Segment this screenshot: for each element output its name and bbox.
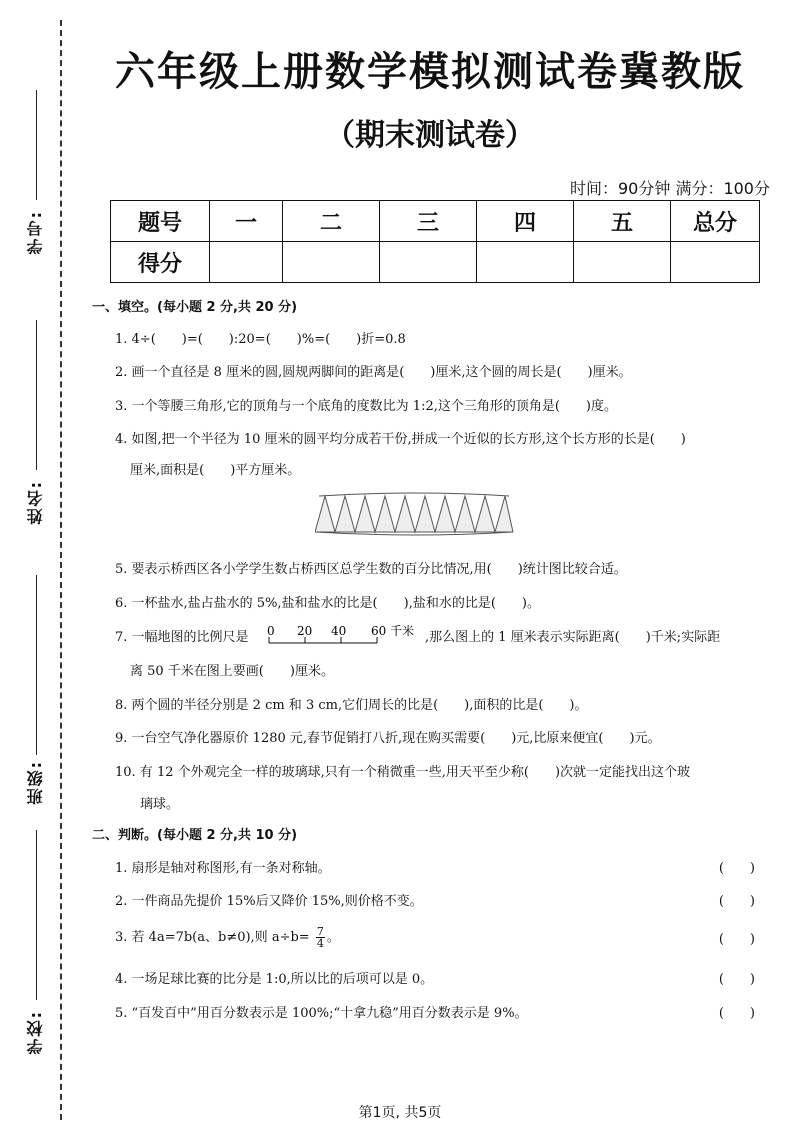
class-field	[14, 575, 52, 805]
score-header-cell: 题号	[111, 201, 210, 242]
fraction-7-4	[316, 926, 325, 949]
fraction-denominator: 4	[316, 937, 324, 950]
question-1-7: 7. 一幅地图的比例尺是	[115, 630, 249, 645]
question-1-4-cont: 厘米,面积是( )平方厘米。	[130, 463, 301, 478]
score-header-cell: 三	[380, 201, 477, 242]
question-1-1: 1. 4÷( )=( ):20=( )%=( )折=0.8	[115, 332, 406, 347]
question-2-1: 1. 扇形是轴对称图形,有一条对称轴。	[115, 861, 331, 876]
question-1-10-cont: 璃球。	[140, 797, 180, 812]
score-cell[interactable]	[477, 242, 574, 283]
score-cell[interactable]	[671, 242, 760, 283]
question-2-3	[115, 926, 340, 949]
answer-paren-2-2[interactable]: ( )	[718, 894, 755, 909]
question-1-10: 10. 有 12 个外观完全一样的玻璃球,只有一个稍微重一些,用天平至少称( )次就一定能找出这个玻	[115, 765, 691, 780]
school-field	[14, 830, 52, 1070]
score-header-cell: 总分	[671, 201, 760, 242]
answer-paren-2-4[interactable]: ( )	[718, 972, 755, 987]
score-header-cell: 二	[283, 201, 380, 242]
map-scale-bar	[265, 625, 420, 653]
score-header-cell: 四	[477, 201, 574, 242]
scale-tick-0: 0	[267, 625, 275, 638]
section-1-heading: 一、填空。(每小题 2 分,共 20 分)	[92, 300, 298, 315]
question-2-3-tail: 。	[326, 930, 340, 945]
section-2-heading: 二、判断。(每小题 2 分,共 10 分)	[92, 828, 298, 843]
score-cell[interactable]	[380, 242, 477, 283]
question-1-5: 5. 要表示桥西区各小学学生数占桥西区总学生数的百分比情况,用( )统计图比较合适。	[115, 562, 627, 577]
student-id-field	[14, 90, 52, 290]
page-title: 六年级上册数学模拟测试卷冀教版	[115, 48, 745, 95]
student-id-label: 学号:	[26, 210, 45, 255]
question-2-5: 5. “百发百中”用百分数表示是 100%;“十拿九稳”用百分数表示是 9%。	[115, 1006, 528, 1021]
answer-paren-2-1[interactable]: ( )	[718, 861, 755, 876]
score-table	[110, 200, 760, 283]
name-label: 姓名:	[26, 480, 45, 525]
scale-tick-40: 40	[331, 625, 347, 638]
circle-rectangle-figure	[315, 492, 515, 536]
question-1-3: 3. 一个等腰三角形,它的顶角与一个底角的度数比为 1:2,这个三角形的顶角是( )度。	[115, 399, 617, 414]
question-1-4: 4. 如图,把一个半径为 10 厘米的圆平均分成若干份,拼成一个近似的长方形,这个长方形的长是( )	[115, 432, 686, 447]
score-table-header-row	[111, 201, 760, 242]
question-2-2: 2. 一件商品先提价 15%后又降价 15%,则价格不变。	[115, 894, 423, 909]
score-header-cell: 一	[210, 201, 283, 242]
score-cell[interactable]	[210, 242, 283, 283]
score-cell[interactable]	[283, 242, 380, 283]
page-footer: 第1页, 共5页	[358, 1105, 442, 1121]
scale-bar-graphic	[265, 625, 420, 649]
name-field	[14, 320, 52, 530]
score-row-label: 得分	[111, 242, 210, 283]
question-2-4: 4. 一场足球比赛的比分是 1:0,所以比的后项可以是 0。	[115, 972, 434, 987]
scale-tick-20: 20	[297, 625, 313, 638]
question-1-9: 9. 一台空气净化器原价 1280 元,春节促销打八折,现在购买需要( )元,比原来便宜( )元。	[115, 731, 661, 746]
school-label: 学校:	[26, 1010, 45, 1055]
question-1-7-tail: ,那么图上的 1 厘米表示实际距离( )千米;实际距	[425, 630, 721, 645]
score-cell[interactable]	[574, 242, 671, 283]
page-subtitle: （期末测试卷）	[325, 118, 535, 153]
score-table-score-row	[111, 242, 760, 283]
question-1-6: 6. 一杯盐水,盐占盐水的 5%,盐和盐水的比是( ),盐和水的比是( )。	[115, 596, 540, 611]
question-2-3-text: 3. 若 4a=7b(a、b≠0),则 a÷b=	[115, 930, 310, 945]
score-header-cell: 五	[574, 201, 671, 242]
question-1-8: 8. 两个圆的半径分别是 2 cm 和 3 cm,它们周长的比是( ),面积的比是( )。	[115, 698, 588, 713]
binding-dashed-line	[60, 20, 62, 1120]
fraction-numerator: 7	[316, 925, 324, 938]
answer-paren-2-3[interactable]: ( )	[718, 932, 755, 947]
answer-paren-2-5[interactable]: ( )	[718, 1006, 755, 1021]
question-1-2: 2. 画一个直径是 8 厘米的圆,圆规两脚间的距离是( )厘米,这个圆的周长是( )厘米。	[115, 365, 632, 380]
scale-tick-60: 60 千米	[371, 625, 415, 638]
class-label: 班级:	[26, 760, 45, 805]
question-1-7-cont: 离 50 千米在图上要画( )厘米。	[130, 664, 334, 679]
exam-meta: 时间：90分钟 满分：100分	[570, 179, 770, 198]
